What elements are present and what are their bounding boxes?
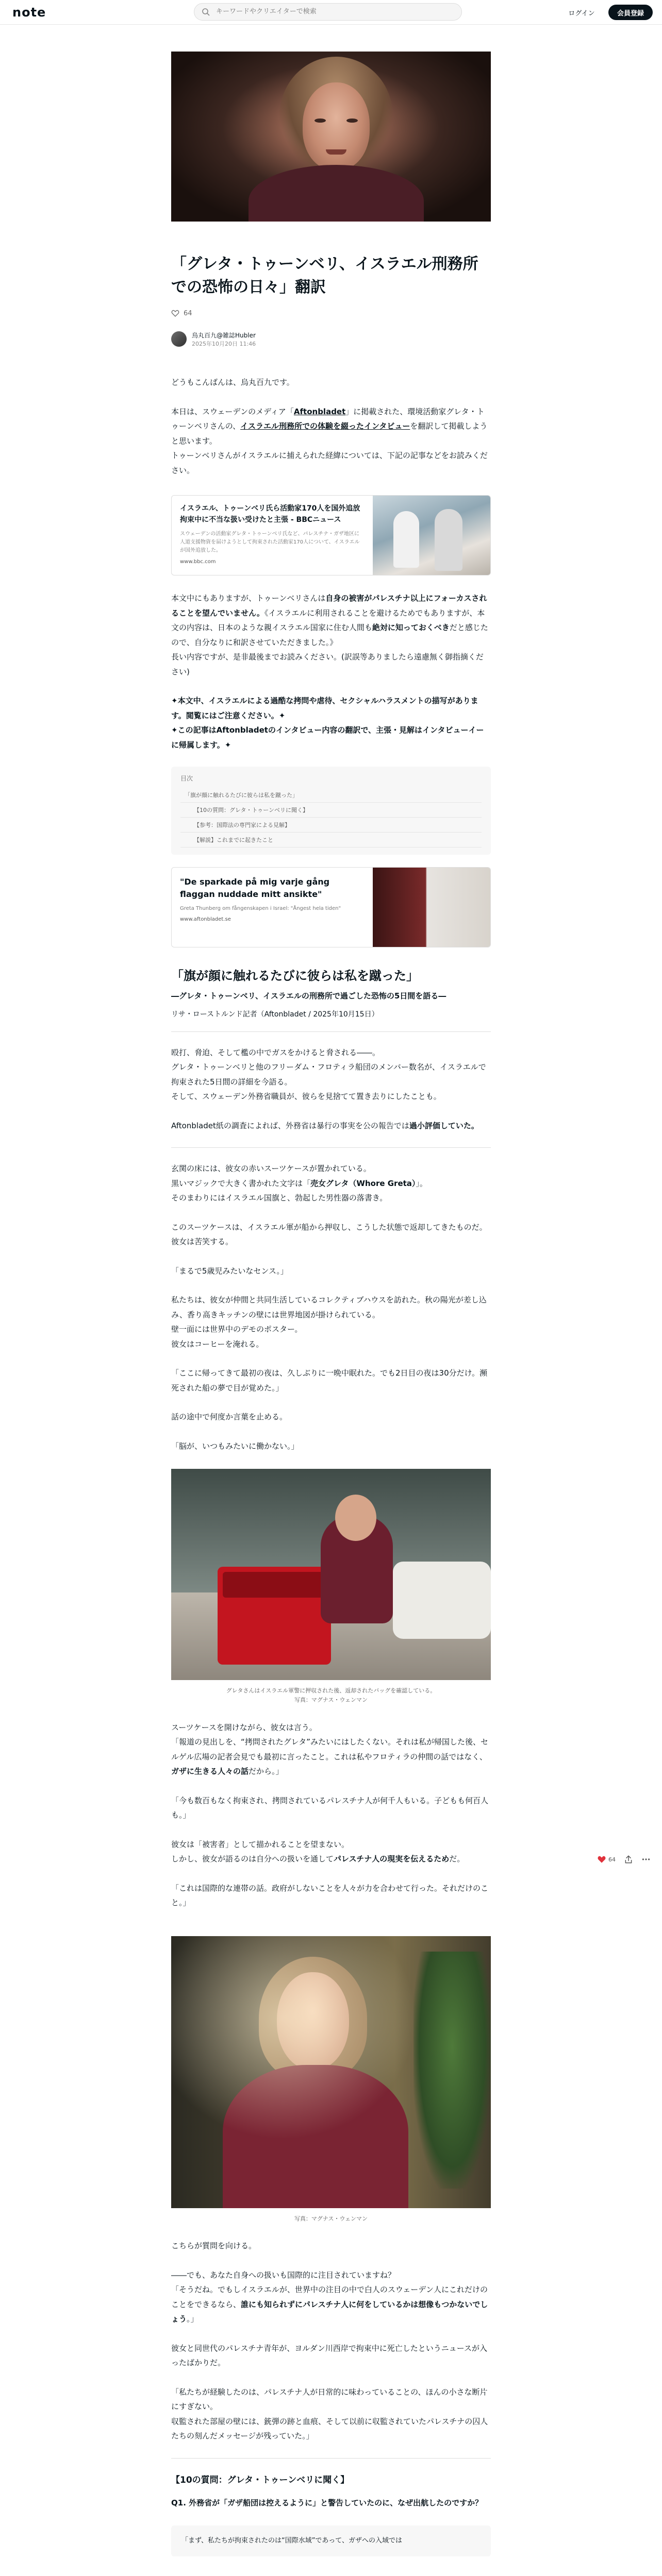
body-text: こちらが質問を向ける。 <box>171 2241 257 2251</box>
heart-icon[interactable] <box>171 309 179 317</box>
like-count: 64 <box>184 309 192 317</box>
article-photo <box>171 1469 491 1680</box>
toc-item[interactable]: 【参考：国際法の専門家による見解】 <box>180 818 482 833</box>
card-description: スウェーデンの活動家グレタ・トゥーンベリ氏など、パレスチナ・ガザ地区に人道支援物資を届けようとして拘束された活動家170人について、イスラエルが国外追放した。 <box>180 531 360 553</box>
card-url: www.bbc.com <box>180 558 216 565</box>
search-input[interactable] <box>215 7 442 16</box>
search-icon <box>202 8 210 16</box>
body-text: 私たちは、彼女が仲間と共同生活しているコレクティブハウスを訪れた。秋の陽光が差し込み、香り高きキッチンの壁には世界地図が掛けられている。 <box>171 1295 487 1319</box>
like-action[interactable] <box>597 1855 616 1864</box>
card-thumbnail <box>373 496 490 575</box>
card-title: イスラエル、トゥーンベリ氏ら活動家170人を国外追放 拘束中に不当な扱い受けたと主張 - BBCニュース <box>180 504 368 524</box>
search-box[interactable] <box>194 3 462 21</box>
table-of-contents <box>171 767 491 855</box>
article-photo <box>171 1936 491 2208</box>
heart-icon[interactable] <box>597 1855 606 1864</box>
intro-paragraph-2: トゥーンベリさんがイスラエルに捕えられた経緯については、下記の記事などをお読みください。 <box>171 451 488 475</box>
author-name[interactable]: 烏丸百九@雑誌Hubler <box>192 331 256 339</box>
side-actions <box>597 1855 651 1864</box>
toc-item[interactable]: 【10の質問：グレタ・トゥーンベリに聞く】 <box>180 803 482 818</box>
divider <box>171 1147 491 1148</box>
photo-caption: グレタさんはイスラエル軍警に押収された後、返却されたバッグを確認している。 写真：マグナス・ウェンマン <box>226 1687 436 1703</box>
quote-text: 「そうだね。でもしイスラエルが、世界中の注目の中で白人のスウェーデン人にこれだけのことをできるなら、誰にも知られずにパレスチナ人に何をしているかは想像もつかないでしょう。」 <box>171 2285 488 2324</box>
body-text: 彼女と同世代のパレスチナ青年が、ヨルダン川西岸で拘束中に死亡したというニュースが入ったばかりだ。 <box>171 2343 488 2368</box>
top-bar <box>0 0 662 25</box>
body-text: しかし、彼女が語るのは自分への扱いを通してパレスチナ人の現実を伝えるためだ。 <box>171 1854 465 1864</box>
article-main <box>171 52 491 2556</box>
lead-text: グレタ・トゥーンベリと他のフリーダム・フロティラ船団のメンバー数名が、イスラエルで拘束された5日間の詳細を今語る。 <box>171 1062 486 1087</box>
body-text: スーツケースを開けながら、彼女は言う。 <box>171 1722 317 1732</box>
avatar[interactable] <box>171 331 187 347</box>
body-text: このスーツケースは、イスラエル軍が船から押収し、こうした状態で返却してきたものだ。 <box>171 1222 487 1232</box>
question-text: ――でも、あなた自身への扱いも国際的に注目されていますね？ <box>171 2270 396 2280</box>
body-text: 話の途中で何度か言葉を止める。 <box>171 1412 288 1422</box>
body-text: 彼女は苦笑する。 <box>171 1237 234 1247</box>
author-block[interactable] <box>171 329 491 349</box>
aftonbladet-link[interactable]: Aftonbladet <box>293 406 346 416</box>
body-text: 黒いマジックで大きく書かれた文字は「売女グレタ（Whore Greta）」。 <box>171 1178 427 1188</box>
toc-item[interactable]: 「旗が顔に触れるたびに彼らは私を蹴った」 <box>180 788 482 803</box>
intro-paragraph: 本日は、スウェーデンのメディア「Aftonbladet」に掲載された、環境活動家グレタ・トゥーンベリさんの、イスラエル刑務所での体験を綴ったインタビューを翻訳して掲載しようと思います。 <box>171 406 488 446</box>
divider <box>171 1031 491 1032</box>
lead-text: 殴打、脅迫、そして檻の中でガスをかけると脅される――。 <box>171 1047 380 1057</box>
quote-text: 「まるで5歳児みたいなセンス。」 <box>171 1266 288 1276</box>
link-card-aftonbladet[interactable] <box>171 867 491 947</box>
intro-greeting: どうもこんばんは、烏丸百九です。 <box>171 378 294 387</box>
quote-text: 「報道の見出しを、“拷問されたグレタ”みたいにはしたくない。それは私が帰国した後、セルゲル広場の記者会見でも最初に言ったこと。これは私やフロティラの仲間の話ではなく、ガザに生きる人々の話だから。」 <box>171 1737 488 1776</box>
body-text: Aftonbladet紙の調査によれば、外務省は暴行の事実を公の報告では過小評価していた。 <box>171 1121 479 1130</box>
card-title: "De sparkade på mig varje gång flaggan nuddade mitt ansikte" <box>180 877 330 899</box>
more-icon[interactable] <box>641 1855 651 1864</box>
body-text: 彼女はコーヒーを淹れる。 <box>171 1339 264 1349</box>
toc-heading[interactable]: 目次 <box>180 775 193 782</box>
share-icon[interactable] <box>624 1855 633 1864</box>
divider <box>171 2458 491 2459</box>
article-title: 「グレタ・トゥーンベリ、イスラエル刑務所での恐怖の日々」翻訳 <box>171 255 478 296</box>
signup-button[interactable]: 会員登録 <box>608 5 653 20</box>
body-text: 彼女は「被害者」として描かれることを望まない。 <box>171 1839 350 1849</box>
qa-heading: 【10の質問：グレタ・トゥーンベリに聞く】 <box>171 2475 350 2485</box>
card-url: www.aftonbladet.se <box>180 917 231 922</box>
quote-text: 「脳が、いつもみたいに働かない。」 <box>171 1441 299 1451</box>
body-text: 壁一面には世界中のデモのポスター。 <box>171 1325 303 1334</box>
body-text: そのまわりにはイスラエル国旗と、勃起した男性器の落書き。 <box>171 1193 388 1203</box>
photo-caption: 写真：マグナス・ウェンマン <box>294 2215 368 2222</box>
section-subtitle: ―グレタ・トゥーンベリ、イスラエルの刑務所で過ごした恐怖の5日間を語る― <box>171 991 446 1001</box>
notice-text: ✦この記事はAftonbladetのインタビュー内容の翻訳で、主張・見解はインタビューイーに帰属します。✦ <box>171 725 484 750</box>
like-count: 64 <box>608 1856 616 1863</box>
answer-box: 「まず、私たちが拘束されたのは“国際水域”であって、ガザへの入域では <box>171 2526 491 2556</box>
link-card-bbc[interactable] <box>171 495 491 575</box>
quote-text: 「これは国際的な連帯の話。政府がしないことを人々が力を合わせて行った。それだけのこと。」 <box>171 1883 489 1908</box>
post-date: 2025年10月20日 11:46 <box>192 340 256 347</box>
quote-text: 「今も数百もなく拘束され、拷問されているパレスチナ人が何千人もいる。子どもも何百人も。」 <box>171 1795 489 1820</box>
body-text: 玄関の床には、彼女の赤いスーツケースが置かれている。 <box>171 1164 371 1174</box>
card-description: Greta Thunberg om fångenskapen i Israel: "Ångest hela tiden" <box>180 906 341 911</box>
quote-text: 収監された部屋の壁には、銃弾の跡と血痕、そして以前に収監されていたパレスチナの囚人たちの刻んだメッセージが残っていた。」 <box>171 2416 488 2441</box>
question-1: Q1. 外務省が「ガザ船団は控えるように」と警告していたのに、なぜ出航したのですか？ <box>171 2498 483 2507</box>
like-row[interactable] <box>171 307 491 319</box>
byline: リサ・ローストルンド記者（Aftonbladet / 2025年10月15日） <box>171 1010 379 1019</box>
card-thumbnail <box>373 868 490 947</box>
note-logo[interactable]: note <box>12 5 46 20</box>
quote-text: 「私たちが経験したのは、パレスチナ人が日常的に味わっていることの、ほんの小さな断片にすぎない。 <box>171 2387 488 2412</box>
section-heading: 「旗が顔に触れるたびに彼らは私を蹴った」 <box>171 969 419 983</box>
toc-item[interactable]: 【解説】これまでに起きたこと <box>180 833 482 848</box>
warning-text: ✦本文中、イスラエルによる過酷な拷問や虐待、セクシャルハラスメントの描写があります。閲覧にはご注意ください。✦ <box>171 696 478 720</box>
body-paragraph: 本文中にもありますが、トゥーンベリさんは自身の被害がパレスチナ以上にフォーカスされることを望んでいません。《イスラエルに利用されることを避けるためでもありますが、本文の内容は、日本のような親イスラエル国家に住む人間も絶対に知っておくべきだと感じたので、自分なりに和訳させていただきました。》 <box>171 594 488 647</box>
body-paragraph-2: 長い内容ですが、是非最後までお読みください。(訳誤等ありましたら遠慮無く御指摘ください) <box>171 652 484 676</box>
login-button[interactable]: ログイン <box>565 5 598 20</box>
quote-text: 「ここに帰ってきて最初の夜は、久しぶりに一晩中眠れた。でも2日目の夜は30分だけ。瀕死された船の夢で目が覚めた。」 <box>171 1368 488 1393</box>
lead-text: そして、スウェーデン外務省職員が、彼らを見捨てて置き去りにしたことも。 <box>171 1092 441 1101</box>
hero-image <box>171 52 491 222</box>
